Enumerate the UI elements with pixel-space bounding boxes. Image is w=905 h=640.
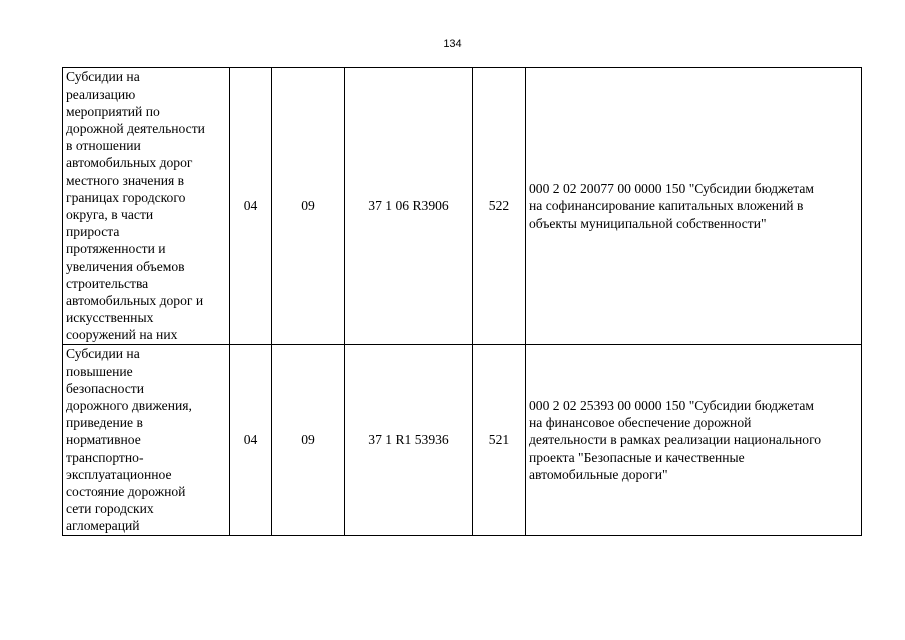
table-row (63, 345, 862, 536)
table-row (63, 68, 862, 345)
expense-name-cell (63, 345, 230, 536)
expense-name-line: агломераций (66, 518, 140, 534)
expense-name-line: границах городского (66, 189, 186, 205)
page-number: 134 (443, 38, 462, 50)
expense-name-line: сети городских (66, 501, 154, 517)
expense-name-line: увеличения объемов (66, 258, 185, 274)
income-code-cell (526, 68, 862, 345)
expense-name-line: протяженности и (66, 241, 166, 257)
target-article-cell: 37 1 06 R3906 (345, 68, 473, 345)
expense-name-line: дорожного движения, (66, 397, 192, 413)
income-code-line: объекты муниципальной собственности" (529, 215, 767, 231)
income-code-line: 000 2 02 20077 00 0000 150 "Субсидии бюджетам (529, 181, 814, 197)
expense-name-line: Субсидии на (66, 69, 140, 85)
section-cell: 04 (230, 68, 272, 345)
expense-type-cell: 522 (473, 68, 526, 345)
income-code-cell (526, 345, 862, 536)
income-code-line: деятельности в рамках реализации национального (529, 432, 822, 448)
expense-name-line: приведение в (66, 415, 143, 431)
budget-table (62, 67, 862, 536)
expense-name-line: автомобильных дорог (66, 155, 193, 171)
subsection-cell: 09 (272, 345, 345, 536)
target-article-cell: 37 1 R1 53936 (345, 345, 473, 536)
expense-name-line: состояние дорожной (66, 484, 186, 499)
expense-name-line: транспортно- (66, 449, 144, 465)
expense-name-line: сооружений на них (66, 327, 178, 343)
income-code-line: на финансовое обеспечение дорожной (529, 415, 752, 431)
expense-name-line: безопасности (66, 380, 145, 396)
expense-name-line: прироста (66, 224, 120, 240)
expense-name-line: в отношении (66, 138, 141, 154)
expense-name-line: нормативное (66, 432, 141, 448)
expense-name-line: Субсидии на (66, 346, 140, 362)
expense-name-line: местного значения в (66, 172, 185, 188)
subsection-cell: 09 (272, 68, 345, 345)
expense-name-line: искусственных (66, 310, 154, 326)
expense-name-line: мероприятий по (66, 103, 160, 119)
section-cell: 04 (230, 345, 272, 536)
expense-name-line: округа, в части (66, 207, 154, 222)
expense-name-line: реализацию (66, 86, 136, 102)
income-code-line: на софинансирование капитальных вложений в (529, 198, 804, 214)
expense-name-line: дорожной деятельности (66, 120, 205, 136)
expense-name-cell (63, 68, 230, 345)
expense-name-line: эксплуатационное (66, 466, 172, 482)
income-code-line: 000 2 02 25393 00 0000 150 "Субсидии бюджетам (529, 397, 814, 413)
expense-type-cell: 521 (473, 345, 526, 536)
income-code-line: проекта "Безопасные и качественные (529, 449, 745, 465)
expense-name-line: автомобильных дорог и (66, 293, 204, 309)
income-code-line: автомобильные дороги" (529, 466, 668, 482)
expense-name-line: повышение (66, 363, 133, 379)
expense-name-line: строительства (66, 275, 149, 291)
